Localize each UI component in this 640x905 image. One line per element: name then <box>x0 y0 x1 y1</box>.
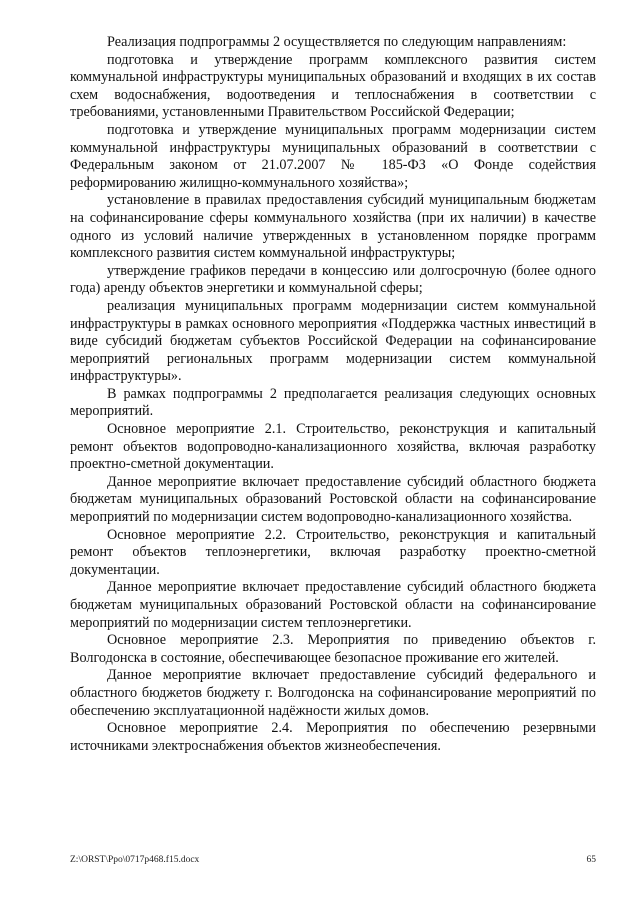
paragraph-11: Данное мероприятие включает предоставление субсидий областного бюджета бюджетам муниципальных образований Ростовской области на софинансирование мероприятий по модернизации систем теплоэнергетики. <box>70 579 596 631</box>
document-body <box>70 34 596 755</box>
paragraph-13: Данное мероприятие включает предоставление субсидий федерального и областного бюджетов бюджету г. Волгодонска на софинансирование мероприятий по обеспечению эксплуатационной надёжности жилых домов. <box>70 667 596 719</box>
page-number: 65 <box>586 855 596 865</box>
paragraph-9: Данное мероприятие включает предоставление субсидий областного бюджета бюджетам муниципальных образований Ростовской области на софинансирование мероприятий по модернизации систем водопроводно-канализационного хозяйства. <box>70 473 596 526</box>
paragraph-7: В рамках подпрограммы 2 предполагается реализация следующих основных мероприятий. <box>70 385 596 420</box>
paragraph-10: Основное мероприятие 2.2. Строительство, реконструкция и капитальный ремонт объектов теплоэнергетики, включая разработку проектно-сметной документации. <box>70 526 596 578</box>
paragraph-6: реализация муниципальных программ модернизации систем коммунальной инфраструктуры в рамках основного мероприятия «Поддержка частных инвестиций в виде субсидий бюджетам субъектов Российской Федерации на софинансирование мероприятий региональных программ модернизации систем коммунальной инфраструктуры». <box>70 297 596 385</box>
file-path: Z:\ORST\Ppo\0717p468.f15.docx <box>70 855 200 865</box>
paragraph-8: Основное мероприятие 2.1. Строительство, реконструкция и капитальный ремонт объектов водопроводно-канализационного хозяйства, включая разработку проектно-сметной документации. <box>70 421 596 473</box>
paragraph-2: подготовка и утверждение программ комплексного развития систем коммунальной инфраструктуры муниципальных образований и входящих в их состав схем водоснабжения, водоотведения и теплоснабжения в соответствии с требованиями, установленными Правительством Российской Федерации; <box>70 51 596 121</box>
paragraph-1: Реализация подпрограммы 2 осуществляется по следующим направлениям: <box>107 34 567 50</box>
paragraph-14: Основное мероприятие 2.4. Мероприятия по обеспечению резервными источниками электроснабжения объектов жизнеобеспечения. <box>70 720 596 754</box>
paragraph-3: подготовка и утверждение муниципальных программ модернизации систем коммунальной инфраструктуры муниципальных образований в соответствии с Федеральным законом от 21.07.2007 № 185-ФЗ «О Фонде содействия реформированию жилищно-коммунального хозяйства»; <box>70 121 596 191</box>
paragraph-4: установление в правилах предоставления субсидий муниципальным бюджетам на софинансирование сферы коммунального хозяйства (при их наличии) в качестве одного из условий наличие утвержденных в установленном порядке программ комплексного развития систем коммунальной инфраструктуры; <box>70 192 596 262</box>
paragraph-5: утверждение графиков передачи в концессию или долгосрочную (более одного года) аренду объектов энергетики и коммунальной сферы; <box>70 262 596 297</box>
paragraph-12: Основное мероприятие 2.3. Мероприятия по приведению объектов г. Волгодонска в состояние, обеспечивающее безопасное проживание его жителей. <box>70 632 596 666</box>
